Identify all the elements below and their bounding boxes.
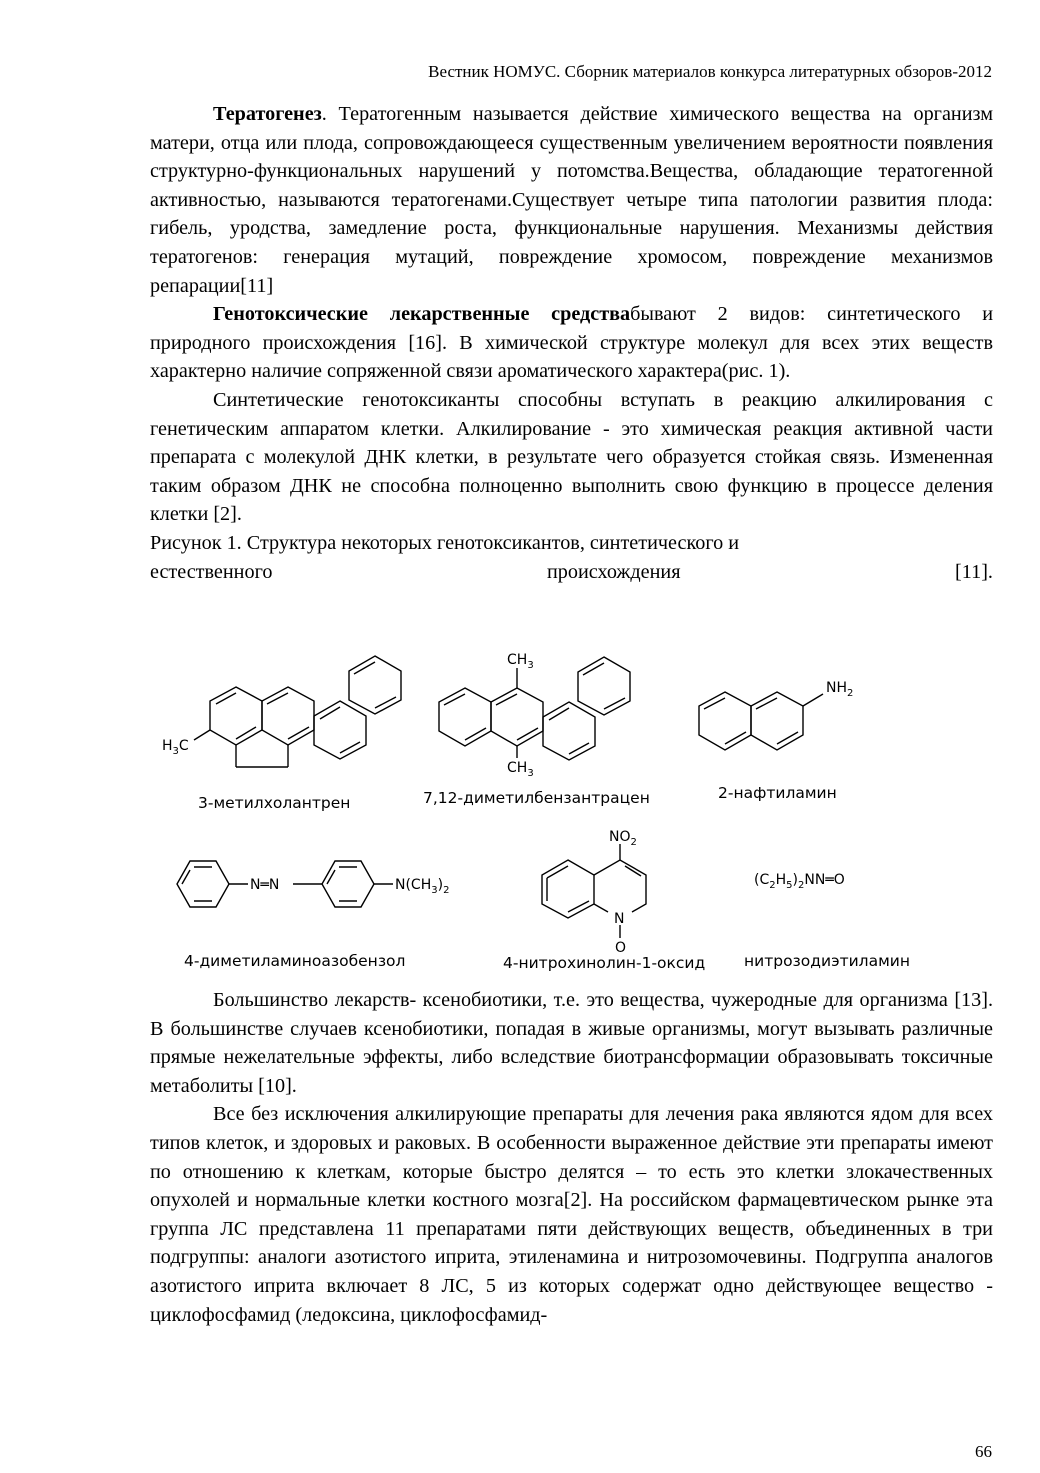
compound-name: 2-нафтиламин (718, 784, 837, 802)
paragraph-genotoxic (150, 300, 993, 386)
dimethylbenzanthracene-structure (439, 657, 630, 760)
nme2-label: $N(CH_3)_2$ (395, 877, 450, 896)
caption-word: естественного (150, 560, 273, 583)
figure-caption-line1: Рисунок 1. Структура некоторых генотоксикантов, синтетического и (150, 531, 740, 554)
compound-name: 3-метилхолантрен (198, 794, 351, 812)
figure-structures (150, 642, 993, 978)
paragraph-text: . Тератогенным называется действие химического вещества на организм матери, отца или плода, сопровождающееся существенным увеличением вероятности появления структурно-функциональных нарушений у потомства.Вещества, обладающие тератогенной активностью, называются тератогенами.Существует четыре типа патологии развития плода: гибель, уродства, замедление роста, функциональные нарушения. Механизмы действия тератогенов: генерация мутаций, повреждение хромосом, повреждение механизмов репарации[11] (150, 103, 993, 297)
term-teratogenesis: Тератогенез (213, 103, 322, 125)
naphthylamine-structure (699, 692, 823, 750)
azo-label: N═N (250, 877, 280, 893)
paragraph-alkylating: Все без исключения алкилирующие препараты для лечения рака являются ядом для всех типов клеток, и здоровых и раковых. В особенности выраженное действие эти препараты имеют по отношению к клеткам, которые быстро делятся – то есть это клетки злокачественных опухолей и нормальные клетки костного мозга[2]. На российском фармацевтическом рынке эта группа ЛС представлена 11 препаратами пяти действующих веществ, объединенных в три подгруппы: аналоги азотистого иприта, этиленамина и нитрозомочевины. Подгруппа аналогов азотистого иприта включает 8 ЛС, 5 из которых содержат одно действующее вещество - циклофосфамид (ледоксина, циклофосфамид- (150, 1103, 993, 1326)
term-genotoxic: Генотоксические лекарственные средства (213, 303, 631, 326)
paragraph-text: бывают 2 видов: синтетического и природного происхождения [16]. В химической структуре молекул для всех этих веществ характерно наличие сопряженной связи ароматического характера(рис. 1). (150, 303, 994, 383)
text-block-top (150, 100, 993, 586)
compound-name: нитрозодиэтиламин (744, 952, 910, 970)
text-block-bottom (150, 986, 993, 1329)
azobenzene-structure (177, 861, 393, 907)
compound-name: 4-диметиламиноазобензол (184, 952, 406, 970)
caption-word: происхождения (547, 560, 681, 583)
nh2-label: $NH_2$ (826, 680, 854, 699)
paragraph-synthetic: Синтетические генотоксиканты способны вступать в реакцию алкилирования с генетическим аппаратом клетки. Алкилирование - это химическая реакция активной части препарата с молекулой ДНК клетки, в результате чего образуется стойкая связь. Измененная таким образом ДНК не способна полноценно выполнить свою функцию в процессе деления клетки [2]. (150, 388, 993, 526)
quinoline-o-label: O (615, 940, 627, 956)
caption-word: [11]. (955, 560, 993, 583)
compound-name: 7,12-диметилбензантрацен (423, 789, 650, 807)
paragraph-xenobiotics: Большинство лекарств- ксенобиотики, т.е. это вещества, чужеродные для организма [13]. В большинстве случаев ксенобиотики, попадая в живые организмы, могут вызывать различные прямые нежелательные эффекты, либо вследствие биотрансформации образовывать токсичные метаболиты [10]. (150, 989, 993, 1097)
figure-caption-line2 (150, 558, 993, 587)
running-header: Вестник НОМУС. Сборник материалов конкурса литературных обзоров-2012 (428, 62, 992, 81)
nitrosodiethylamine-label: $(C_2H_5)_2NN═O$ (754, 872, 845, 891)
no2-label: $NO_2$ (609, 829, 637, 848)
page-number: 66 (975, 1442, 992, 1461)
compound-name: 4-нитрохинолин-1-оксид (503, 954, 706, 972)
methylcholanthrene-structure (194, 656, 401, 767)
ch3-bottom-label: $CH_3$ (507, 760, 534, 779)
quinoline-n-label: N (614, 911, 625, 927)
paragraph-teratogenesis (150, 100, 993, 300)
ch3-top-label: $CH_3$ (507, 652, 534, 671)
h3c-label: $H_3C$ (162, 738, 189, 757)
nitroquinoline-structure (542, 844, 646, 938)
